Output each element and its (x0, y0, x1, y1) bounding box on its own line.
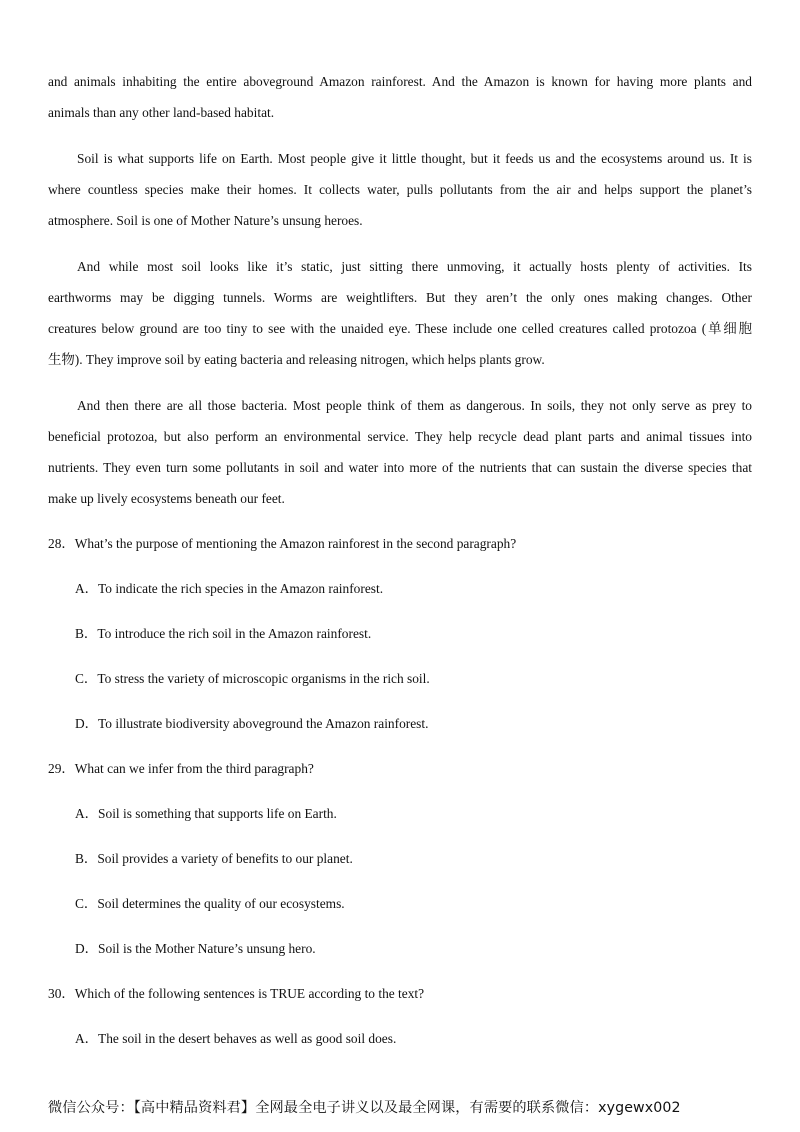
question-28-option-d: D．To illustrate biodiversity aboveground the Amazon rainforest. (75, 716, 429, 731)
paragraph-4-line-3: nutrients. They even turn some pollutants in soil and water into more of the nutrients that can sustain the diverse species that (48, 460, 752, 475)
question-28-option-a: A．To indicate the rich species in the Amazon rainforest. (75, 581, 384, 596)
paragraph-3-line-3: creatures below ground are too tiny to see with the unaided eye. These include one celled creatures called protozoa (单细胞 (48, 321, 752, 336)
paragraph-4-line-4: make up lively ecosystems beneath our feet. (48, 491, 285, 506)
question-28-stem: 28．What’s the purpose of mentioning the Amazon rainforest in the second paragraph? (48, 536, 517, 551)
question-29-option-d: D．Soil is the Mother Nature’s unsung hero. (75, 941, 316, 956)
paragraph-3-line-2: earthworms may be digging tunnels. Worms are weightlifters. But they aren’t the only ones making changes. Other (48, 290, 752, 305)
paragraph-2-line-1: Soil is what supports life on Earth. Most people give it little thought, but it feeds us and the ecosystems around us. It is (77, 151, 752, 166)
paragraph-4-line-1: And then there are all those bacteria. Most people think of them as dangerous. In soils, they not only serve as prey to (77, 398, 752, 413)
paragraph-2-line-3: atmosphere. Soil is one of Mother Nature’s unsung heroes. (48, 213, 363, 228)
page-footer: 微信公众号：【高中精品资料君】全网最全电子讲义以及最全网课，有需要的联系微信：xygewx002 (48, 1100, 681, 1116)
question-28-option-b: B．To introduce the rich soil in the Amazon rainforest. (75, 626, 372, 641)
question-29-option-b: B．Soil provides a variety of benefits to our planet. (75, 851, 353, 866)
paragraph-3-line-4: 生物). They improve soil by eating bacteria and releasing nitrogen, which helps plants grow. (48, 352, 545, 367)
paragraph-2-line-2: where countless species make their homes. It collects water, pulls pollutants from the air and helps support the planet’s (48, 182, 752, 197)
question-29-stem: 29．What can we infer from the third paragraph? (48, 761, 314, 776)
question-29-option-a: A．Soil is something that supports life on Earth. (75, 806, 337, 821)
paragraph-3-line-1: And while most soil looks like it’s static, just sitting there unmoving, it actually hosts plenty of activities. Its (77, 259, 752, 274)
paragraph-1-line-2: animals than any other land-based habitat. (48, 105, 275, 120)
question-28-option-c: C．To stress the variety of microscopic organisms in the rich soil. (75, 671, 430, 686)
question-29-option-c: C．Soil determines the quality of our ecosystems. (75, 896, 345, 911)
question-30-stem: 30．Which of the following sentences is TRUE according to the text? (48, 986, 425, 1001)
paragraph-1-line-1: and animals inhabiting the entire aboveground Amazon rainforest. And the Amazon is known for having more plants and (48, 74, 752, 89)
paragraph-4-line-2: beneficial protozoa, but also perform an environmental service. They help recycle dead plant parts and animal tissues into (48, 429, 752, 444)
question-30-option-a: A．The soil in the desert behaves as well as good soil does. (75, 1031, 397, 1046)
